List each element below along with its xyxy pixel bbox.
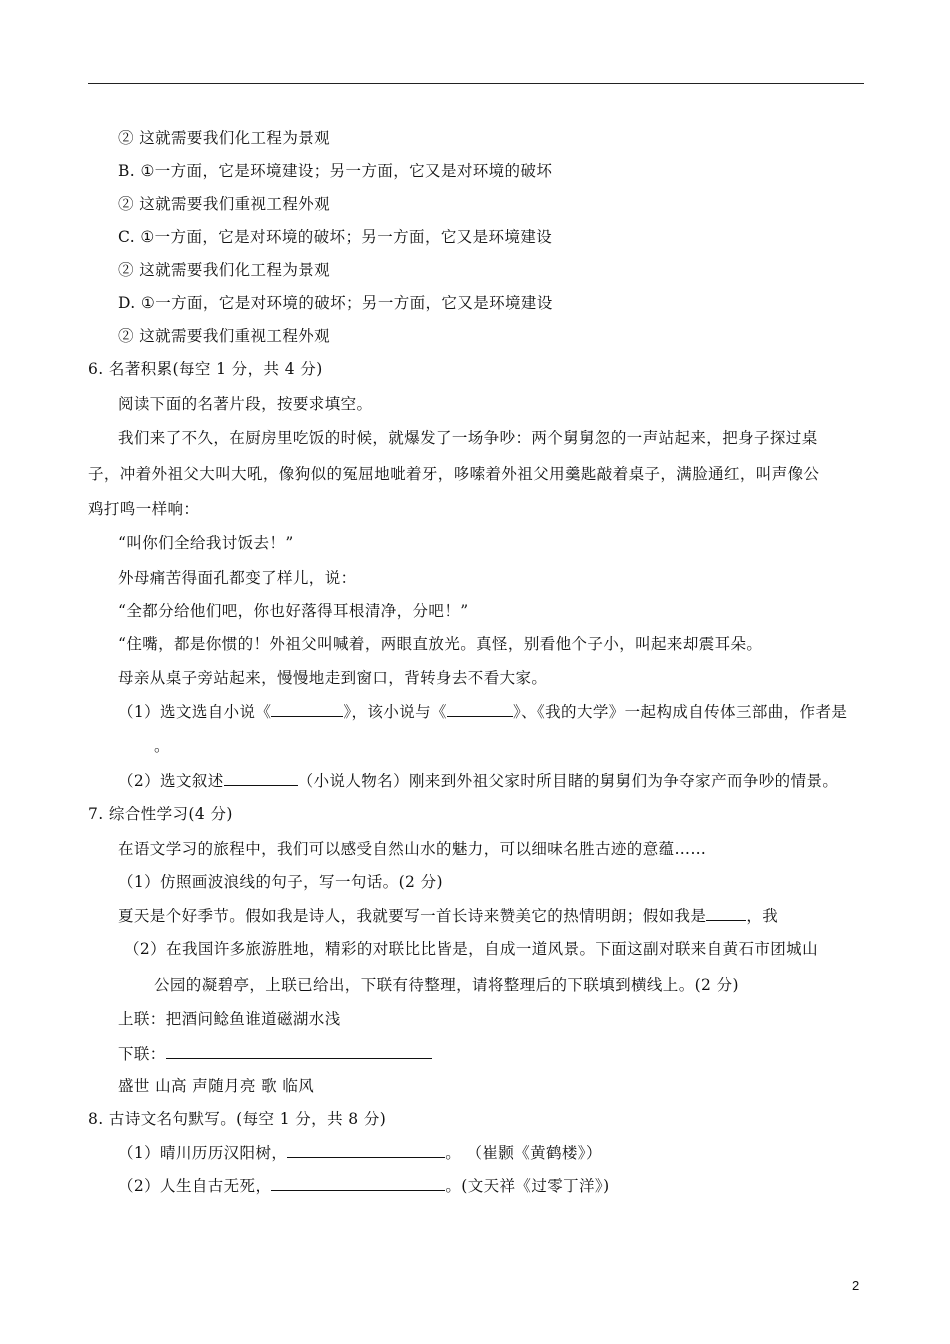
q6-s1-text-c: 》、《我的大学》一起构成自传体三部曲，作者是 bbox=[512, 703, 848, 721]
question-7-sub-1: （1）仿照画波浪线的句子，写一句话。(2 分) bbox=[118, 873, 443, 891]
dialogue-line-2: 外母痛苦得面孔都变了样儿，说： bbox=[118, 569, 357, 587]
question-6-title: 6. 名著积累(每空 1 分，共 4 分) bbox=[88, 360, 323, 378]
option-c-line-1: C. ①一方面，它是对环境的破坏；另一方面，它又是环境建设 bbox=[118, 228, 553, 246]
excerpt-line-1: 我们来了不久，在厨房里吃饭的时候，就爆发了一场争吵：两个舅舅忽的一声站起来，把身子探过桌 bbox=[118, 429, 818, 447]
question-7-sub-2-line-2: 公园的凝碧亭，上联已给出，下联有待整理，请将整理后的下联填到横线上。(2 分) bbox=[154, 976, 739, 994]
upper-couplet: 上联：把酒问鲶鱼谁道磁湖水浅 bbox=[118, 1010, 341, 1028]
excerpt-line-2: 子，冲着外祖父大叫大吼，像狗似的冤屈地呲着牙，哆嗦着外祖父用羹匙敲着桌子，满脸通红，叫声像公 bbox=[88, 465, 820, 483]
poem-1-text-a: （1）晴川历历汉阳树， bbox=[118, 1144, 288, 1162]
dialogue-line-4: “住嘴，都是你惯的！外祖父叫喊着，两眼直放光。真怪，别看他个子小，叫起来却震耳朵。 bbox=[118, 635, 763, 653]
option-a-line-2: ② 这就需要我们化工程为景观 bbox=[118, 129, 331, 147]
option-d-line-2: ② 这就需要我们重视工程外观 bbox=[118, 327, 331, 345]
option-c-line-2: ② 这就需要我们化工程为景观 bbox=[118, 261, 331, 279]
question-6-instruction: 阅读下面的名著片段，按要求填空。 bbox=[118, 395, 373, 413]
novel-title-blank[interactable] bbox=[271, 701, 343, 717]
q7-s1-text-b: ，我 bbox=[746, 907, 779, 925]
q6-s1-text-b: 》，该小说与《 bbox=[343, 703, 447, 721]
dialogue-line-5: 母亲从桌子旁站起来，慢慢地走到窗口，背转身去不看大家。 bbox=[118, 669, 548, 687]
dialogue-line-1: “叫你们全给我讨饭去！” bbox=[118, 534, 294, 552]
character-name-blank[interactable] bbox=[224, 770, 298, 786]
question-7-intro: 在语文学习的旅程中，我们可以感受自然山水的魅力，可以细味名胜古迹的意蕴…… bbox=[118, 840, 707, 858]
excerpt-line-3: 鸡打鸣一样响： bbox=[88, 500, 200, 518]
second-novel-blank[interactable] bbox=[447, 701, 513, 717]
q7-s1-text-a: 夏天是个好季节。假如我是诗人，我就要写一首长诗来赞美它的热情明朗；假如我是 bbox=[118, 907, 707, 925]
question-7-title: 7. 综合性学习(4 分) bbox=[88, 805, 233, 823]
poem-1-text-b: 。 （崔颢《黄鹤楼》） bbox=[445, 1144, 602, 1162]
poem-line-2 bbox=[118, 1175, 610, 1196]
poem-2-text-b: 。(文天祥《过零丁洋》) bbox=[445, 1177, 610, 1195]
header-rule bbox=[88, 83, 864, 84]
q6-s2-text-b: （小说人物名）刚来到外祖父家时所目睹的舅舅们为争夺家产而争吵的情景。 bbox=[297, 772, 839, 790]
question-8-title: 8. 古诗文名句默写。(每空 1 分，共 8 分) bbox=[88, 1110, 387, 1128]
q6-s2-text-a: （2）选文叙述 bbox=[118, 772, 224, 790]
lower-couplet-label: 下联： bbox=[118, 1045, 166, 1063]
poem-1-blank[interactable] bbox=[287, 1142, 445, 1158]
couplet-word-bank: 盛世 山高 声随月亮 歌 临风 bbox=[118, 1077, 315, 1095]
lower-couplet bbox=[118, 1043, 432, 1064]
poem-line-1 bbox=[118, 1142, 602, 1163]
question-7-sub-2-line-1: （2）在我国许多旅游胜地，精彩的对联比比皆是，自成一道风景。下面这副对联来自黄石市团城山 bbox=[124, 940, 818, 958]
poem-2-text-a: （2）人生自古无死， bbox=[118, 1177, 272, 1195]
season-blank[interactable] bbox=[706, 905, 746, 921]
option-d-line-1: D. ①一方面，它是对环境的破坏；另一方面，它又是环境建设 bbox=[118, 294, 553, 312]
lower-couplet-blank[interactable] bbox=[166, 1043, 432, 1059]
option-b-line-2: ② 这就需要我们重视工程外观 bbox=[118, 195, 331, 213]
option-b-line-1: B. ①一方面，它是环境建设；另一方面，它又是对环境的破坏 bbox=[118, 162, 553, 180]
question-7-sub-1-text bbox=[118, 905, 778, 926]
question-6-sub-1 bbox=[118, 701, 847, 722]
q6-s1-text-a: （1）选文选自小说《 bbox=[118, 703, 272, 721]
question-6-sub-2 bbox=[118, 770, 838, 791]
poem-2-blank[interactable] bbox=[271, 1175, 445, 1191]
author-blank-end: 。 bbox=[154, 737, 170, 755]
page-number: 2 bbox=[852, 1278, 860, 1293]
dialogue-line-3: “全都分给他们吧，你也好落得耳根清净，分吧！” bbox=[118, 602, 469, 620]
